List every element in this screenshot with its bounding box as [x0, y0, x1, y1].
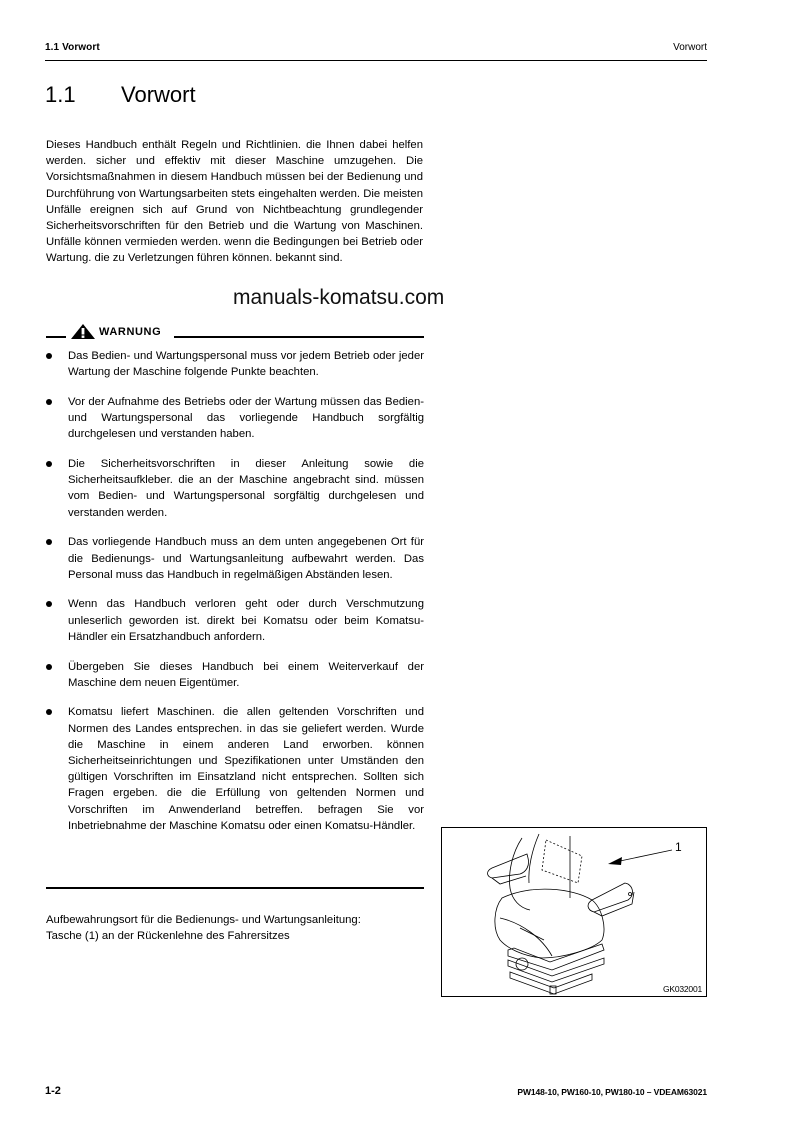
- warning-list-item: Komatsu liefert Maschinen. die allen geltenden Vorschriften und Normen des Landes entsprechen. in das sie geliefert werden. Wurde die Maschine in einem anderen Land erworben. können Sicherheitseinrichtungen und Spezifikationen unter Umständen den gültigen Vorschriften im Einsatzland nicht entsprechen. Sollten sich Fragen ergeben. die die Erfüllung von geltenden Normen und Vorschriften im Anwenderland betreffen. befragen Sie vor Inbetriebnahme der Maschine Komatsu oder einen Komatsu-Händler.: [46, 704, 424, 834]
- watermark-text: manuals-komatsu.com: [233, 286, 445, 309]
- operator-seat-illustration: [442, 828, 708, 998]
- running-header-left: 1.1 Vorwort: [45, 42, 100, 53]
- storage-note-line1: Aufbewahrungsort für die Bedienungs- und Wartungsanleitung:: [46, 914, 361, 926]
- section-title: Vorwort: [121, 82, 196, 107]
- warning-list: [46, 348, 424, 848]
- warning-list-item: Übergeben Sie dieses Handbuch bei einem Weiterverkauf der Maschine dem neuen Eigentümer.: [46, 659, 424, 691]
- running-header-right: Vorwort: [673, 42, 707, 53]
- seat-figure: [441, 827, 707, 997]
- warning-header: [46, 325, 424, 341]
- warning-list-item: Die Sicherheitsvorschriften in dieser Anleitung sowie die Sicherheitsaufkleber. die an der Maschine angebracht sind. müssen vom Bedien- und Wartungspersonal sorgfältig durchgelesen und verstanden werden.: [46, 456, 424, 521]
- warning-label: WARNUNG: [99, 326, 162, 338]
- warning-list-item: Das vorliegende Handbuch muss an dem unten angegebenen Ort für die Bedienungs- und Wartungsanleitung aufbewahrt werden. Das Personal muss das Handbuch in regelmäßigen Abständen lesen.: [46, 534, 424, 583]
- warning-rule-left: [46, 336, 66, 338]
- bullet-icon: [46, 539, 52, 545]
- document-reference: PW148-10, PW160-10, PW180-10 – VDEAM63021: [517, 1087, 707, 1097]
- warning-triangle-icon: [71, 324, 95, 339]
- warning-rule-right: [174, 336, 424, 338]
- section-number: 1.1: [45, 82, 76, 107]
- warning-list-item: Wenn das Handbuch verloren geht oder durch Verschmutzung unleserlich geworden ist. direkt bei Komatsu oder beim Komatsu-Händler ein Ersatzhandbuch anfordern.: [46, 596, 424, 645]
- storage-note: [46, 912, 446, 944]
- warning-list-item: Vor der Aufnahme des Betriebs oder der Wartung müssen das Bedien- und Wartungspersonal das vorliegende Handbuch sorgfältig durchgelesen und verstanden haben.: [46, 394, 424, 443]
- header-rule: [45, 60, 707, 61]
- warning-list-item: Das Bedien- und Wartungspersonal muss vor jedem Betrieb oder jeder Wartung der Maschine folgende Punkte beachten.: [46, 348, 424, 380]
- bullet-icon: [46, 709, 52, 715]
- bullet-icon: [46, 601, 52, 607]
- warning-end-rule: [46, 887, 424, 889]
- intro-paragraph: Dieses Handbuch enthält Regeln und Richtlinien. die Ihnen dabei helfen werden. sicher und effektiv mit dieser Maschine umzugehen. Die Vorsichtsmaßnahmen in diesem Handbuch müssen bei der Bedienung und Durchführung von Wartungsarbeiten stets eingehalten werden. Die meisten Unfälle ereignen sich auf Grund von Nichtbeachtung grundlegender Sicherheitsvorschriften für den Betrieb und die Wartung von Maschinen. Unfälle können vermieden werden. wenn die Bedingungen bei Betrieb oder Wartung. die zu Verletzungen führen können. bekannt sind.: [46, 139, 423, 265]
- bullet-icon: [46, 353, 52, 359]
- bullet-icon: [46, 399, 52, 405]
- storage-note-line2: Tasche (1) an der Rückenlehne des Fahrersitzes: [46, 930, 290, 943]
- page-number: 1-2: [45, 1085, 61, 1097]
- bullet-icon: [46, 664, 52, 670]
- figure-callout-label: 1: [675, 840, 682, 854]
- figure-code: GK032001: [662, 984, 702, 994]
- bullet-icon: [46, 461, 52, 467]
